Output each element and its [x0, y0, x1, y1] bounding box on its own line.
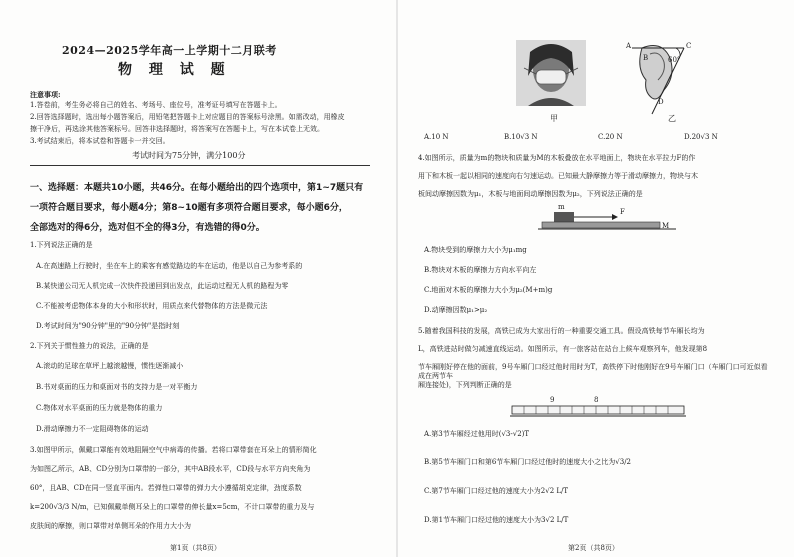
exam-title: 2024—2025学年高一上学期十二月联考	[62, 44, 277, 57]
mask-photo-figure	[516, 40, 586, 112]
point-label-c: C	[686, 42, 692, 50]
mass-big-m-label: M	[662, 222, 670, 230]
question-1-option-a: A.在高速路上行驶时，坐在车上的乘客有感觉路边的车在运动，他是以自己为参考系的	[36, 262, 303, 270]
question-4-line: 板间动摩擦因数为μ₁，木板与地面间动摩擦因数为μ₂，下列说法正确的是	[418, 190, 643, 198]
question-5-option-a: A.第3节车厢经过他用时(√3-√2)T	[424, 430, 530, 438]
note-line: 1.答卷前，考生务必将自己的姓名、考场号、座位号，准考证号填写在答题卡上。	[30, 101, 282, 109]
question-5-line: 厢连接处)，下列判断正确的是	[418, 381, 512, 389]
question-4-line: 4.如图所示，质量为m的物块和质量为M的木板叠放在水平地面上，物块在水平拉力F的作	[418, 154, 696, 162]
exam-info: 考试时间为75分钟，满分100分	[132, 151, 246, 160]
question-5-option-c: C.第7节车厢门口经过他的速度大小为2√2 L/T	[424, 487, 569, 495]
section-heading-line: 全部选对的得6分，选对但不全的得3分，有选错的得0分。	[30, 223, 265, 233]
question-1-option-b: B.某快递公司无人机完成一次快件投递回到出发点，此运动过程无人机的路程为零	[36, 282, 289, 290]
note-line: 擦干净后，再选涂其他答案标号。回答非选择题时，将答案写在答题卡上，写在本试卷上无效。	[30, 125, 324, 133]
page-number: 第1页（共8页）	[170, 544, 221, 552]
section-heading-line: 一项符合题目要求，每小题4分；第8~10题有多项符合题目要求，每小题6分，	[30, 203, 348, 213]
question-5-line: 节车厢刚好停在他的面前，9号车厢门口经过他时用时为T，高铁停下时他刚好在9号车厢门口（车厢门口可近似看成在两节车	[418, 363, 768, 380]
point-label-d: D	[658, 98, 664, 106]
page-2	[398, 0, 794, 557]
question-3-line: 皮肤间的摩擦，则口罩带对单侧耳朵的作用力大小为	[30, 522, 191, 530]
section-heading-line: 一、选择题：本题共10小题，共46分。在每小题给出的四个选项中，第1~7题只有	[30, 183, 364, 193]
question-1-option-d: D.考试时间为"90分钟"里的"90分钟"是指时刻	[36, 322, 180, 330]
question-4-option-b: B.物块对木板的摩擦力方向水平向左	[424, 266, 537, 274]
question-5-option-d: D.第1节车厢门口经过他的速度大小为3√2 L/T	[424, 516, 569, 524]
notes-heading: 注意事项:	[30, 90, 61, 99]
figure-label-jia: 甲	[550, 114, 558, 123]
angle-label: 60°	[668, 56, 681, 64]
note-line: 2.回答选择题时，选出每小题答案后，用铅笔把答题卡上对应题目的答案标号涂黑。如需改动，用橡皮	[30, 113, 345, 121]
question-4-line: 用下和木板一起以相同的速度向右匀速运动。已知最大静摩擦力等于滑动摩擦力，物块与木	[418, 172, 698, 180]
question-2-option-d: D.滑动摩擦力不一定阻碍物体的运动	[36, 425, 149, 433]
ear-strap-figure	[626, 40, 706, 120]
question-3-option-b: B.10√3 N	[504, 133, 538, 141]
question-1-stem: 1.下列说法正确的是	[30, 241, 93, 249]
question-1-option-c: C.不能被考虑物体本身的大小和形状时，用质点来代替物体的方法是微元法	[36, 302, 268, 310]
question-3-option-a: A.10 N	[424, 133, 449, 141]
page-number: 第2页（共8页）	[568, 544, 619, 552]
force-f-label: F	[620, 208, 625, 216]
question-3-line: 60°，且AB、CD在同一竖直平面内。若弹性口罩带的弹力大小遵循胡克定律，劲度系数	[30, 484, 302, 492]
car-label-9: 9	[550, 396, 555, 404]
mass-m-label: m	[558, 203, 565, 211]
question-5-option-b: B.第5节车厢门口和第6节车厢门口经过他时的速度大小之比为√3/2	[424, 458, 632, 466]
question-2-stem: 2.下列关于惯性推力的说法，正确的是	[30, 342, 149, 350]
question-2-option-a: A.滚动的足球在草坪上越滚越慢，惯性逐渐减小	[36, 362, 184, 370]
figure-label-yi: 乙	[668, 114, 676, 123]
point-label-a: A	[626, 42, 632, 50]
divider	[30, 165, 370, 166]
note-line: 3.考试结束后，将本试卷和答题卡一并交回。	[30, 137, 170, 145]
car-label-8: 8	[594, 396, 599, 404]
question-5-line: L，高铁进站时做匀减速直线运动。如图所示，有一旅客站在站台上候车观察列车，他发现第8	[418, 345, 708, 353]
question-3-option-d: D.20√3 N	[684, 133, 718, 141]
point-label-b: B	[643, 54, 649, 62]
subject-title: 物 理 试 题	[118, 62, 231, 78]
question-3-line: k=200√3/3 N/m，已知佩戴单侧耳朵上的口罩带的伸长量x=5cm，不计口罩带的重力及与	[30, 503, 315, 511]
question-4-option-a: A.物块受到的摩擦力大小为μ₁mg	[424, 246, 527, 254]
question-5-line: 5.随着我国科技的发展，高铁已成为大家出行的一种重要交通工具。假设高铁每节车厢长均为	[418, 327, 705, 335]
question-2-option-b: B.书对桌面的压力和桌面对书的支持力是一对平衡力	[36, 383, 198, 391]
question-3-option-c: C.20 N	[598, 133, 623, 141]
question-4-option-c: C.地面对木板的摩擦力大小为μ₂(M+m)g	[424, 286, 553, 294]
question-4-option-d: D.动摩擦因数μ₁>μ₂	[424, 306, 488, 314]
question-3-line: 为如图乙所示，AB、CD分别为口罩带的一部分，其中AB段水平，CD段与水平方向夹角为	[30, 465, 311, 473]
page-1	[0, 0, 396, 557]
question-2-option-c: C.物体对水平桌面的压力就是物体的重力	[36, 404, 163, 412]
question-3-line: 3.如图甲所示，佩戴口罩能有效地阻隔空气中病毒的传播。若将口罩带套在耳朵上的情形简化	[30, 446, 317, 454]
